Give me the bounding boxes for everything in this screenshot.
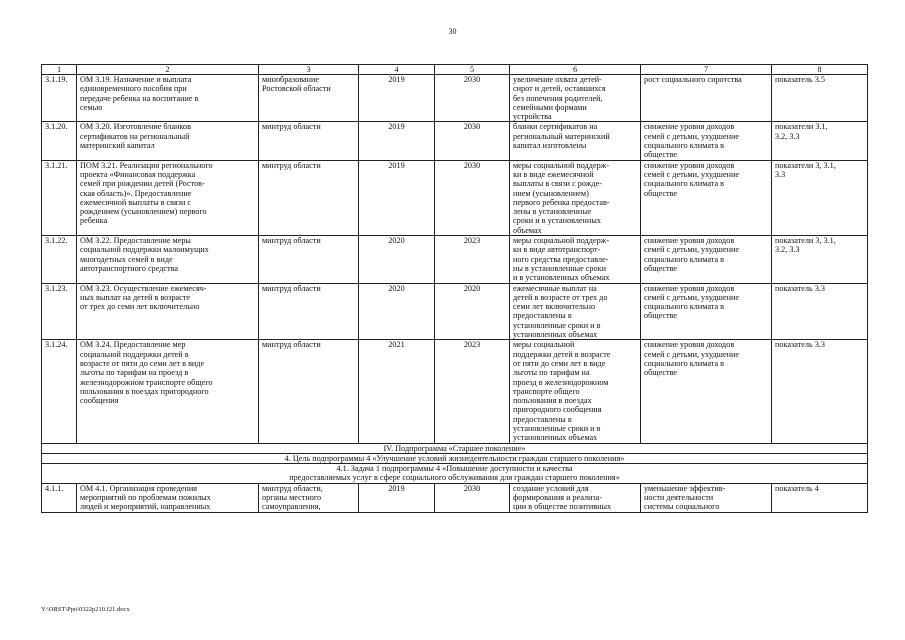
table-header-row	[42, 65, 868, 75]
row-number-cell: 3.1.21.	[42, 160, 77, 235]
end-year-cell: 2023	[435, 236, 510, 283]
executor-cell: минтруд области	[259, 340, 359, 443]
row-number-cell: 3.1.20.	[42, 122, 77, 160]
start-year-cell: 2019	[359, 483, 435, 512]
indicator-cell: показатели 3, 3.1, 3.3	[772, 160, 868, 235]
table-row	[42, 236, 868, 283]
executor-cell: минтруд области, органы местного самоуправления,	[259, 483, 359, 512]
end-year-cell: 2030	[435, 122, 510, 160]
executor-cell: минтруд области	[259, 236, 359, 283]
measure-name-cell: ОМ 3.24. Предоставление мер социальной поддержки детей в возрасте от пяти до семи лет в виде льготы по тарифам на проезд в железнодорожном транспорте общего пользования в поездах пригородного сообщения	[77, 340, 259, 443]
end-year-cell: 2030	[435, 75, 510, 122]
measure-name-cell: ОМ 4.1. Организация проведения мероприятий по проблемам пожилых людей и мероприятий, направленных	[77, 483, 259, 512]
row-number-cell: 3.1.19.	[42, 75, 77, 122]
row-number-cell: 4.1.1.	[42, 483, 77, 512]
subprogram-task-row	[42, 464, 868, 484]
start-year-cell: 2019	[359, 160, 435, 235]
program-measures-table	[41, 64, 868, 513]
table-row	[42, 340, 868, 443]
header-cell: 6	[510, 65, 641, 75]
consequence-cell: снижение уровня доходов семей с детьми, ухудшение социального климата в обществе	[641, 340, 772, 443]
table-row	[42, 483, 868, 512]
consequence-cell: снижение уровня доходов семей с детьми, ухудшение социального климата в обществе	[641, 160, 772, 235]
table-row	[42, 75, 868, 122]
start-year-cell: 2019	[359, 122, 435, 160]
end-year-cell: 2030	[435, 160, 510, 235]
measure-name-cell: ОМ 3.20. Изготовление бланков сертификатов на региональный материнский капитал	[77, 122, 259, 160]
header-cell: 4	[359, 65, 435, 75]
subprogram-goal: 4. Цель подпрограммы 4 «Улучшение условий жизнедеятельности граждан старшего поколения»	[42, 453, 868, 463]
header-cell: 5	[435, 65, 510, 75]
indicator-cell: показатели 3.1, 3.2, 3.3	[772, 122, 868, 160]
table-row	[42, 122, 868, 160]
subprogram-title-row	[42, 443, 868, 453]
measure-name-cell: ОМ 3.22. Предоставление меры социальной поддержки малоимущих многодетных семей в виде автотранспортного средства	[77, 236, 259, 283]
header-cell: 8	[772, 65, 868, 75]
indicator-cell: показатель 4	[772, 483, 868, 512]
expected-result-cell: бланки сертификатов на региональный материнский капитал изготовлены	[510, 122, 641, 160]
header-cell: 1	[42, 65, 77, 75]
consequence-cell: уменьшение эффектив- ности деятельности системы социального	[641, 483, 772, 512]
row-number-cell: 3.1.22.	[42, 236, 77, 283]
executor-cell: минобразование Ростовской области	[259, 75, 359, 122]
subprogram-goal-row	[42, 453, 868, 463]
expected-result-cell: создание условий для формирования и реализа- ции в обществе позитивных	[510, 483, 641, 512]
consequence-cell: рост социального сиротства	[641, 75, 772, 122]
subprogram-title: IV. Подпрограмма «Старшее поколение»	[42, 443, 868, 453]
row-number-cell: 3.1.24.	[42, 340, 77, 443]
indicator-cell: показатель 3.3	[772, 283, 868, 340]
indicator-cell: показатель 3.3	[772, 340, 868, 443]
footer-file-path: Y:\ORST\Ppo\0322p210.f21.docx	[41, 606, 130, 613]
end-year-cell: 2023	[435, 340, 510, 443]
end-year-cell: 2030	[435, 483, 510, 512]
measure-name-cell: ОМ 3.19. Назначение и выплата единовременного пособия при передаче ребенка на воспитание в семью	[77, 75, 259, 122]
page-number: 30	[448, 27, 457, 36]
indicator-cell: показатели 3, 3.1, 3.2, 3.3	[772, 236, 868, 283]
end-year-cell: 2020	[435, 283, 510, 340]
expected-result-cell: меры социальной поддержки детей в возрасте от пяти до семи лет в виде льготы по тарифам на проезд в железнодорожном транспорте общего пользования в поездах пригородного сообщения предоставлены в установленные сроки и в установленных объемах	[510, 340, 641, 443]
expected-result-cell: ежемесячные выплат на детей в возрасте от трех до семи лет включительно предоставлены в установленные сроки и в установленных объемах	[510, 283, 641, 340]
executor-cell: минтруд области	[259, 160, 359, 235]
executor-cell: минтруд области	[259, 283, 359, 340]
subprogram-task: 4.1. Задача 1 подпрограммы 4 «Повышение доступности и качества предоставляемых услуг в сфере социального обслуживания для граждан старшего поколения»	[42, 464, 868, 484]
executor-cell: минтруд области	[259, 122, 359, 160]
start-year-cell: 2021	[359, 340, 435, 443]
consequence-cell: снижение уровня доходов семей с детьми, ухудшение социального климата в обществе	[641, 236, 772, 283]
consequence-cell: снижение уровня доходов семей с детьми, ухудшение социального климата в обществе	[641, 283, 772, 340]
start-year-cell: 2019	[359, 75, 435, 122]
table-row	[42, 283, 868, 340]
table-row	[42, 160, 868, 235]
expected-result-cell: увеличение охвата детей- сирот и детей, оставшихся без попечения родителей, семейными формами устройства	[510, 75, 641, 122]
header-cell: 2	[77, 65, 259, 75]
indicator-cell: показатель 3.5	[772, 75, 868, 122]
row-number-cell: 3.1.23.	[42, 283, 77, 340]
header-cell: 7	[641, 65, 772, 75]
measure-name-cell: ПОМ 3.21. Реализация регионального проекта «Финансовая поддержка семей при рождении детей (Ростов- ская область)». Предоставление ежемесячной выплаты в связи с рождением (усыновлением) первого ребенка	[77, 160, 259, 235]
expected-result-cell: меры социальной поддерж- ки в виде автотранспорт- ного средства предоставле- ны в установленные сроки и в установленных объемах	[510, 236, 641, 283]
start-year-cell: 2020	[359, 283, 435, 340]
consequence-cell: снижение уровня доходов семей с детьми, ухудшение социального климата в обществе	[641, 122, 772, 160]
start-year-cell: 2020	[359, 236, 435, 283]
header-cell: 3	[259, 65, 359, 75]
expected-result-cell: меры социальной поддерж- ки в виде ежемесячной выплаты в связи с рожде- нием (усыновлением) первого ребенка предостав- лены в установленные сроки и в установленных объемах	[510, 160, 641, 235]
measure-name-cell: ОМ 3.23. Осуществление ежемесяч- ных выплат на детей в возрасте от трех до семи лет включительно	[77, 283, 259, 340]
